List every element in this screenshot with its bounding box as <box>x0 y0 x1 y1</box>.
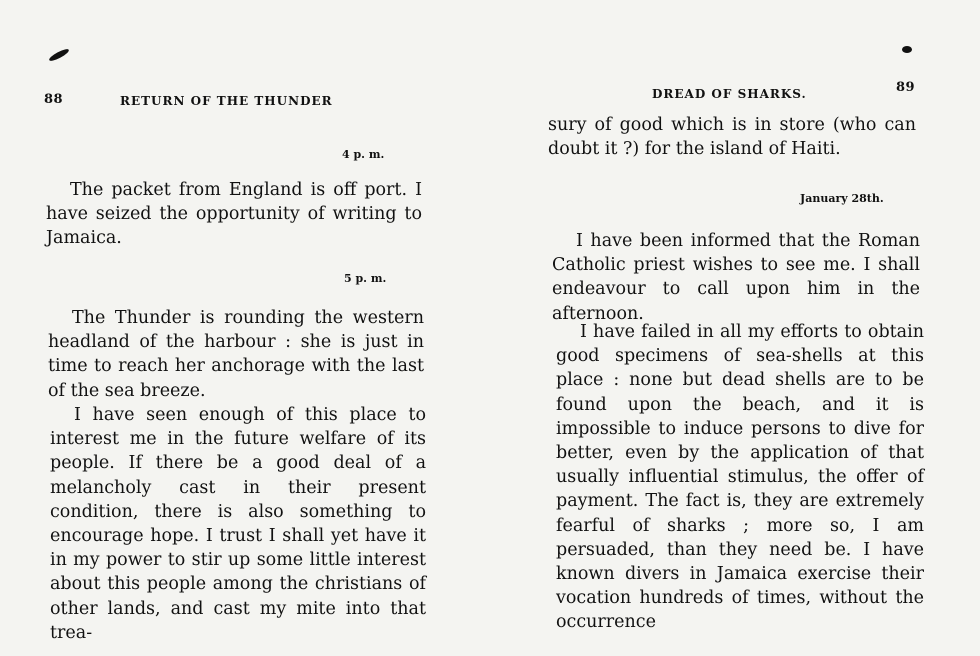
entry-time-5pm: 5 p. m. <box>344 272 387 285</box>
right-paragraph-1: sury of good which is in store (who can doubt it ?) for the island of Haiti. <box>548 115 916 160</box>
left-paragraph-2: The Thunder is rounding the western headland of the harbour : she is just in time to reach her anchorage with the last of the sea breeze. <box>48 308 424 401</box>
left-paragraph-1: The packet from England is off port. I have seized the opportunity of writing to Jamaica. <box>46 180 422 249</box>
right-page <box>490 0 980 656</box>
right-page-number: 89 <box>896 80 916 95</box>
left-paragraph-3: I have seen enough of this place to interest me in the future welfare of its people. If there be a good deal of a melancholy cast in their present condition, there is also something to encourage hope. I trust I shall yet have it in my power to stir up some little interest about this people among the christians of other lands, and cast my mite into that trea- <box>50 405 426 643</box>
right-paragraph-2: I have been informed that the Roman Catholic priest wishes to see me. I shall endeavour to call upon him in the afternoon. <box>552 231 920 324</box>
entry-time-4pm: 4 p. m. <box>342 148 385 161</box>
ink-blot-mark <box>902 46 912 53</box>
entry-date-january-28: January 28th. <box>800 192 884 205</box>
ink-blot-mark <box>48 47 70 63</box>
left-running-head: RETURN OF THE THUNDER <box>120 94 333 108</box>
left-page-number: 88 <box>44 92 64 107</box>
right-paragraph-3: I have failed in all my efforts to obtain good specimens of sea-shells at this place : none but dead shells are to be found upon the beach, and it is impossible to induce persons to dive for better, even by the application of that usually influential stimulus, the offer of payment. The fact is, they are extremely fearful of sharks ; more so, I am persuaded, than they need be. I have known divers in Jamaica exercise their vocation hundreds of times, without the occurrence <box>556 322 924 633</box>
right-running-head: DREAD OF SHARKS. <box>652 87 807 101</box>
